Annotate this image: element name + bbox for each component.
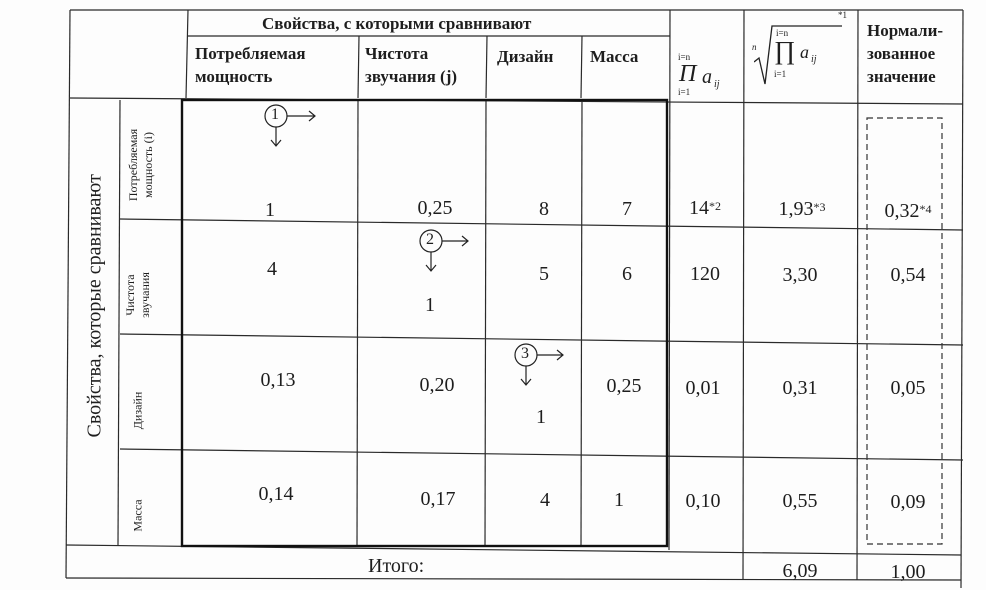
footnote-4: *4 — [919, 202, 932, 216]
cell-r3-c2: 0,20 — [419, 374, 455, 396]
cell-r4-product: 0,10 — [685, 490, 721, 512]
cell-r2-c2: 1 — [425, 294, 435, 316]
cell-r1-c4: 7 — [622, 198, 632, 220]
product-formula-header — [676, 50, 742, 96]
cell-r3-normalized: 0,05 — [890, 377, 926, 399]
root-index: n — [752, 42, 757, 52]
row-label-power-line2: мощность (i) — [141, 132, 155, 198]
column-header-power-line2: мощность — [195, 66, 273, 86]
cell-r1-normalized-value: 0,32 — [884, 200, 920, 222]
header-group-title: Свойства, с которыми сравнивают — [262, 14, 532, 33]
cell-r4-c4: 1 — [614, 489, 624, 511]
column-header-power — [195, 43, 306, 89]
cell-r4-c3: 4 — [540, 489, 550, 511]
cell-r2-root: 3,30 — [782, 264, 818, 286]
row-label-power — [126, 112, 156, 218]
cell-r1-c1: 1 — [265, 199, 275, 221]
row-label-design: Дизайн — [130, 391, 145, 430]
product-formula-bottom: i=1 — [678, 87, 691, 97]
cell-r3-c1: 0,13 — [260, 369, 296, 391]
row-label-sound-line2: звучания — [138, 272, 152, 318]
column-header-power-line1: Потребляемая — [195, 44, 306, 63]
cell-r3-c3: 1 — [536, 406, 546, 428]
cell-r1-root-value: 1,93 — [778, 198, 814, 220]
root-product-symbol: ∏ — [774, 36, 796, 65]
product-formula-top: i=n — [678, 52, 691, 62]
root-formula-header — [750, 10, 855, 94]
normalized-header-line1: Нормали- — [867, 21, 944, 40]
cell-r2-product: 120 — [690, 263, 720, 285]
cell-r1-root — [779, 199, 826, 219]
product-symbol: Π — [679, 61, 697, 87]
cell-r2-c3: 5 — [539, 263, 549, 285]
column-header-sound-line2: звучания (j) — [365, 66, 458, 86]
total-normalized: 1,00 — [890, 561, 926, 583]
cell-r3-product: 0,01 — [685, 377, 721, 399]
side-title: Свойства, которые сравнивают — [83, 174, 106, 438]
row-label-sound-line1: Чистота — [123, 274, 137, 316]
root-formula-bottom: i=1 — [774, 69, 787, 79]
footnote-3: *3 — [813, 200, 826, 214]
column-header-mass: Масса — [590, 47, 639, 66]
root-formula-top: i=n — [776, 28, 789, 38]
product-subscript: ij — [714, 79, 720, 90]
row-label-sound — [123, 255, 153, 335]
root-term: a — [800, 42, 809, 62]
diagonal-marker-1 — [263, 104, 323, 150]
total-label: Итого: — [368, 555, 425, 577]
cell-r2-normalized: 0,54 — [890, 264, 926, 286]
cell-r1-c2: 0,25 — [417, 197, 453, 219]
normalized-header-line2: зованное — [867, 43, 936, 63]
root-subscript: ij — [811, 54, 817, 65]
diagonal-marker-3-label: 3 — [521, 345, 529, 362]
cell-r4-c1: 0,14 — [258, 483, 294, 505]
column-header-sound-line1: Чистота — [365, 44, 429, 63]
cell-r1-c3: 8 — [539, 198, 549, 220]
product-term: a — [702, 66, 712, 88]
footnote-2: *2 — [709, 199, 721, 213]
cell-r1-product — [689, 198, 721, 218]
cell-r2-c4: 6 — [622, 263, 632, 285]
cell-r4-root: 0,55 — [782, 490, 818, 512]
cell-r1-normalized — [885, 201, 932, 221]
row-label-mass: Масса — [130, 499, 145, 532]
cell-r4-c2: 0,17 — [420, 488, 456, 510]
cell-r4-normalized: 0,09 — [890, 491, 926, 513]
cell-r3-root: 0,31 — [782, 377, 818, 399]
cell-r3-c4: 0,25 — [606, 375, 642, 397]
root-footnote-marker: *1 — [838, 10, 847, 20]
column-header-design: Дизайн — [497, 47, 554, 66]
cell-r1-product-value: 14 — [689, 197, 709, 219]
diagonal-marker-1-label: 1 — [271, 106, 279, 123]
diagonal-marker-2-label: 2 — [426, 231, 434, 248]
normalized-header-line3: значение — [867, 66, 936, 86]
diagonal-marker-2 — [418, 228, 478, 274]
cell-r2-c1: 4 — [267, 258, 277, 280]
column-header-sound — [365, 43, 457, 89]
row-label-power-line1: Потребляемая — [126, 128, 140, 202]
normalized-header — [867, 20, 943, 89]
diagonal-marker-3 — [513, 342, 573, 388]
total-root: 6,09 — [782, 560, 818, 582]
